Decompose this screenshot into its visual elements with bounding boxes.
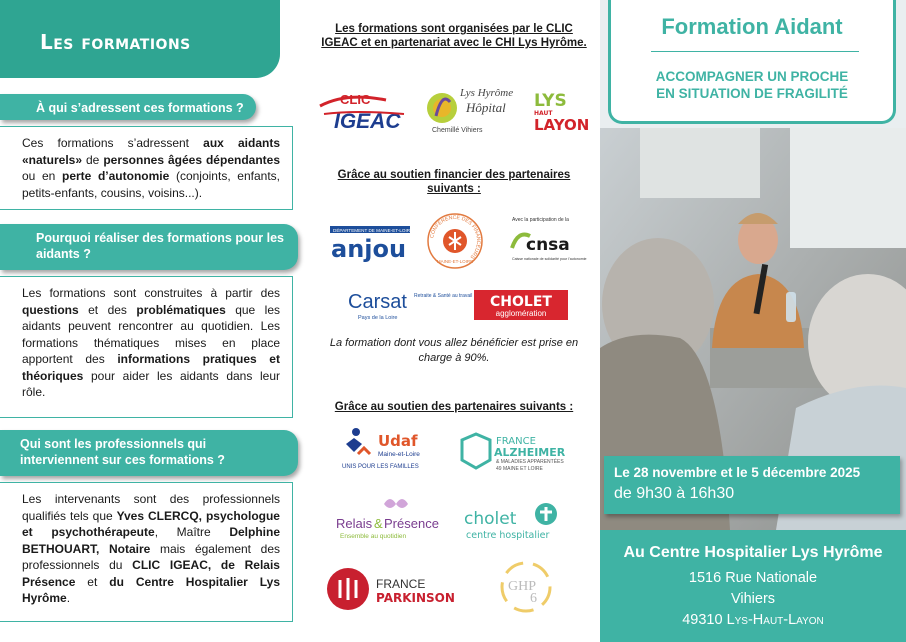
cholet-ch-sub-text: centre hospitalier: [466, 530, 550, 541]
lys-haut-layon-logo: [530, 88, 594, 134]
text-run: , Maître: [154, 525, 230, 539]
text-run: pour aider les aidants dans leur rôle.: [22, 368, 280, 399]
lys-text: LYS: [534, 91, 567, 111]
answer-audience-text: [22, 135, 280, 201]
question-who: Qui sont les professionnels qui interviennent sur ces formations ?: [20, 437, 225, 467]
presence-text: Présence: [384, 516, 439, 531]
text-run: Les formations sont construites à partir des: [22, 286, 280, 300]
carsat-side-text: Retraite & Santé au travail: [414, 293, 473, 299]
date-card: [604, 456, 900, 514]
text-run: et des: [78, 302, 137, 317]
address-street: 1516 Rue Nationale: [688, 570, 818, 586]
anjou-text: anjou: [331, 235, 407, 263]
text-run: de: [82, 152, 104, 167]
bold-run: personnes âgées dépendantes: [103, 152, 280, 167]
title-card: [608, 0, 896, 124]
svg-text:&: &: [374, 516, 383, 531]
bold-run: questions: [22, 302, 79, 317]
france-parkinson-logo: [326, 566, 458, 612]
anjou-logo: [328, 224, 412, 264]
cholet-ch-text: cholet: [464, 509, 517, 529]
text-run: (conjoints, enfants, petits-enfants, cousins, voisins...).: [22, 169, 280, 200]
cnsa-text: cnsa: [526, 235, 570, 255]
lys-hyrome-hopital-logo: [422, 82, 514, 136]
fp-line1-text: FRANCE: [376, 577, 426, 591]
title-divider: [651, 51, 859, 52]
answer-why: [0, 276, 293, 418]
udaf-logo: [338, 424, 438, 472]
text-run: que les aidants peuvent rencontrer au quotidien. Les formations thématiques mises en place apportent des: [22, 302, 281, 366]
igeac-text: IGEAC: [334, 110, 401, 133]
carsat-sub-text: Pays de la Loire: [358, 315, 398, 321]
cholet-agglo-text: CHOLET: [490, 294, 552, 310]
answer-why-text: [22, 285, 280, 401]
partners-panel: [308, 0, 600, 642]
udaf-sub-text: Maine-et-Loire: [378, 451, 420, 458]
answer-who-text: [22, 491, 280, 607]
text-run: et: [75, 574, 110, 589]
relais-sub-text: Ensemble au quotidien: [340, 533, 407, 540]
cholet-agglomeration-logo: [474, 288, 570, 322]
cholet-agglo-sub-text: agglomération: [495, 309, 547, 318]
bold-run: problématiques: [136, 302, 226, 317]
question-tab-why: [0, 224, 298, 270]
ghp-logo: [496, 556, 556, 618]
france-alzheimer-logo: [458, 432, 570, 472]
text-run: mais également des professionnels du: [22, 541, 280, 572]
session-dates: Le 28 novembre et le 5 décembre 2025: [614, 465, 861, 480]
fa-line3-text: & MALADIES APPARENTÉES: [496, 459, 564, 465]
carsat-text: Carsat: [348, 291, 407, 313]
cnsa-logo: [508, 214, 587, 266]
conference-financeurs-logo: [426, 212, 484, 270]
section-title-tab: [0, 0, 280, 78]
left-panel: [0, 0, 308, 642]
bold-run: Delphine BETHOUART, Notaire: [22, 525, 280, 556]
fp-line2-text: PARKINSON: [376, 591, 455, 605]
answer-audience: [0, 126, 293, 210]
subtitle-line1: ACCOMPAGNER UN PROCHE: [655, 69, 849, 84]
lys-hopital-line1: Lys Hyrôme: [460, 87, 514, 99]
bold-run: aux aidants «naturels»: [22, 136, 280, 167]
flyer-title: Formation Aidant: [661, 14, 843, 39]
ghp-text: GHP: [508, 579, 537, 594]
text-run: Les intervenants sont des professionnels qualifiés tels que: [22, 492, 280, 523]
cnsa-sub-text: Caisse nationale de solidarité pour l’autonomie: [512, 257, 587, 261]
ghp-num-text: 6: [530, 591, 537, 606]
bold-run: perte d’autonomie: [61, 169, 170, 183]
udaf-text: Udaf: [378, 432, 418, 450]
bold-run: informations pratiques et théoriques: [22, 352, 280, 383]
relais-text: Relais: [336, 516, 373, 531]
cnsa-top-text: Avec la participation de la: [512, 217, 569, 223]
question-tab-who: [0, 430, 298, 476]
location-title: Au Centre Hospitalier Lys Hyrôme: [623, 544, 883, 561]
cholet-centre-hospitalier-logo: [460, 500, 570, 544]
bold-run: Yves CLERCQ, psychologue et psychothérapeute: [22, 508, 280, 539]
carsat-logo: [346, 286, 473, 324]
question-audience: À qui s’adressent ces formations ?: [36, 101, 244, 115]
bold-run: du Centre Hospitalier Lys Hyrôme: [22, 574, 280, 605]
relais-presence-logo: [334, 490, 440, 542]
partners-heading: Grâce au soutien des partenaires suivants :: [334, 401, 574, 413]
lys-hopital-line3: Chemillé Vihiers: [432, 127, 483, 134]
text-run: ou en: [22, 169, 62, 183]
section-title: Les formations: [40, 30, 191, 54]
fa-line4-text: 49 MAINE ET LOIRE: [496, 466, 543, 472]
financial-partners-heading: Grâce au soutien financier des partenaires suivants :: [337, 169, 571, 195]
text-run: Ces formations s’adressent: [22, 136, 204, 150]
address-postal: 49310 Lys-Haut-Layon: [682, 612, 824, 628]
subtitle-line2: EN SITUATION DE FRAGILITÉ: [656, 86, 848, 101]
conference-bottom-text: MAINE-ET-LOIRE: [436, 259, 474, 264]
flyer-subtitle: [611, 68, 893, 102]
anjou-top-text: DÉPARTEMENT DE MAINE-ET-LOIRE: [333, 228, 414, 233]
conference-ring-text: CONFÉRENCE DES FINANCEURS: [429, 214, 482, 260]
clic-igeac-logo: [316, 84, 408, 134]
clic-text: CLIC: [340, 92, 371, 107]
cover-panel: [600, 0, 906, 642]
text-run: .: [66, 591, 71, 605]
layon-text: LAYON: [534, 116, 590, 134]
answer-who: [0, 482, 293, 622]
organizers-heading: Les formations sont organisées par le CLIC IGEAC et en partenariat avec le CHI Lys Hyrôme.: [321, 23, 587, 49]
udaf-tag-text: UNIS POUR LES FAMILLES: [342, 464, 419, 470]
address-city: Vihiers: [730, 591, 776, 607]
fa-line1-text: FRANCE: [496, 436, 536, 447]
question-why: Pourquoi réaliser des formations pour les aidants ?: [36, 231, 284, 261]
fa-line2-text: ALZHEIMER: [494, 446, 566, 459]
haut-text: HAUT: [534, 110, 553, 117]
session-hours: de 9h30 à 16h30: [614, 485, 735, 502]
funding-note: La formation dont vous allez bénéficier est prise en charge à 90%.: [329, 337, 579, 364]
bold-run: CLIC IGEAC, de Relais Présence: [22, 558, 280, 589]
location-card: [600, 530, 906, 642]
lys-hopital-line2: Hôpital: [466, 100, 506, 115]
question-tab-audience: [0, 94, 256, 120]
